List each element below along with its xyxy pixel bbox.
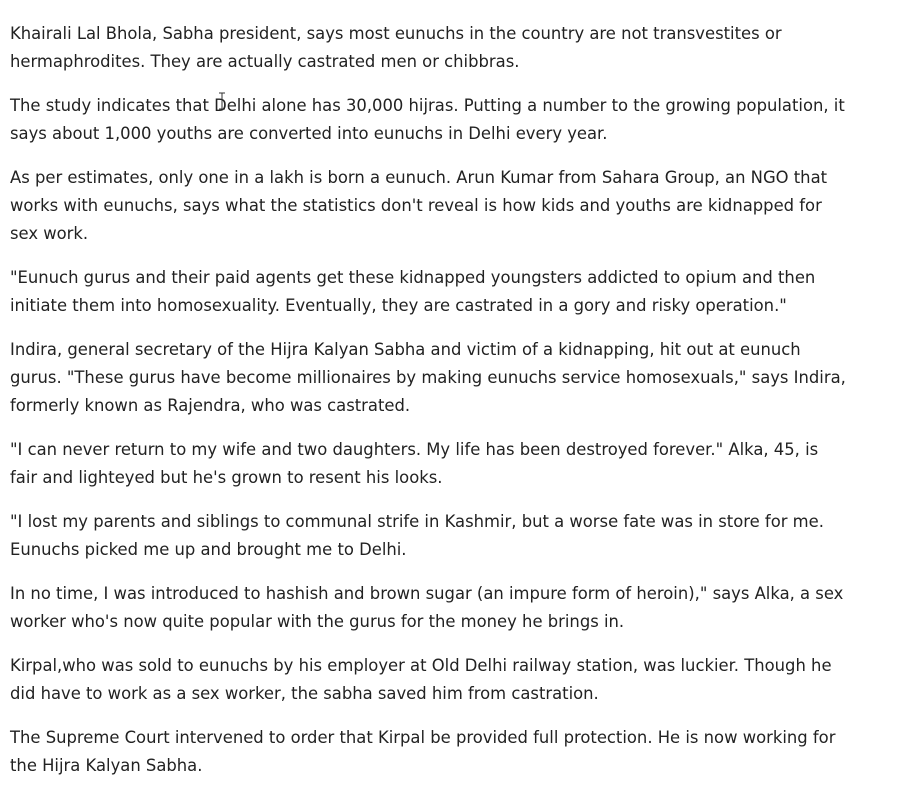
paragraph: "I can never return to my wife and two daughters. My life has been destroyed forever." Alka, 45, is fair and lighteyed but he's grown to resent his looks. <box>10 440 819 487</box>
paragraph: The study indicates that Delhi alone has 30,000 hijras. Putting a number to the growing population, it says about 1,000 youths are converted into eunuchs in Delhi every year. <box>10 96 845 143</box>
paragraph: Indira, general secretary of the Hijra Kalyan Sabha and victim of a kidnapping, hit out at eunuch gurus. "These gurus have become millionaires by making eunuchs service homosexuals," says Indira, formerly known as Rajendra, who was castrated. <box>10 340 846 415</box>
paragraph: As per estimates, only one in a lakh is born a eunuch. Arun Kumar from Sahara Group, an NGO that works with eunuchs, says what the statistics don't reveal is how kids and youths are kidnapped for sex work. <box>10 168 828 243</box>
paragraph: "I lost my parents and siblings to communal strife in Kashmir, but a worse fate was in store for me. Eunuchs picked me up and brought me to Delhi. <box>10 512 824 559</box>
paragraph: "Eunuch gurus and their paid agents get these kidnapped youngsters addicted to opium and then initiate them into homosexuality. Eventually, they are castrated in a gory and risky operation." <box>10 268 816 315</box>
paragraph: Khairali Lal Bhola, Sabha president, says most eunuchs in the country are not transvestites or hermaphrodites. They are actually castrated men or chibbras. <box>10 24 782 71</box>
paragraph: In no time, I was introduced to hashish and brown sugar (an impure form of heroin)," says Alka, a sex worker who's now quite popular with the gurus for the money he brings in. <box>10 584 844 631</box>
article-body <box>10 20 850 796</box>
paragraph: Kirpal,who was sold to eunuchs by his employer at Old Delhi railway station, was luckier. Though he did have to work as a sex worker, the sabha saved him from castration. <box>10 656 832 703</box>
paragraph: The Supreme Court intervened to order that Kirpal be provided full protection. He is now working for the Hijra Kalyan Sabha. <box>10 728 836 775</box>
i-beam-cursor-icon <box>218 92 226 110</box>
